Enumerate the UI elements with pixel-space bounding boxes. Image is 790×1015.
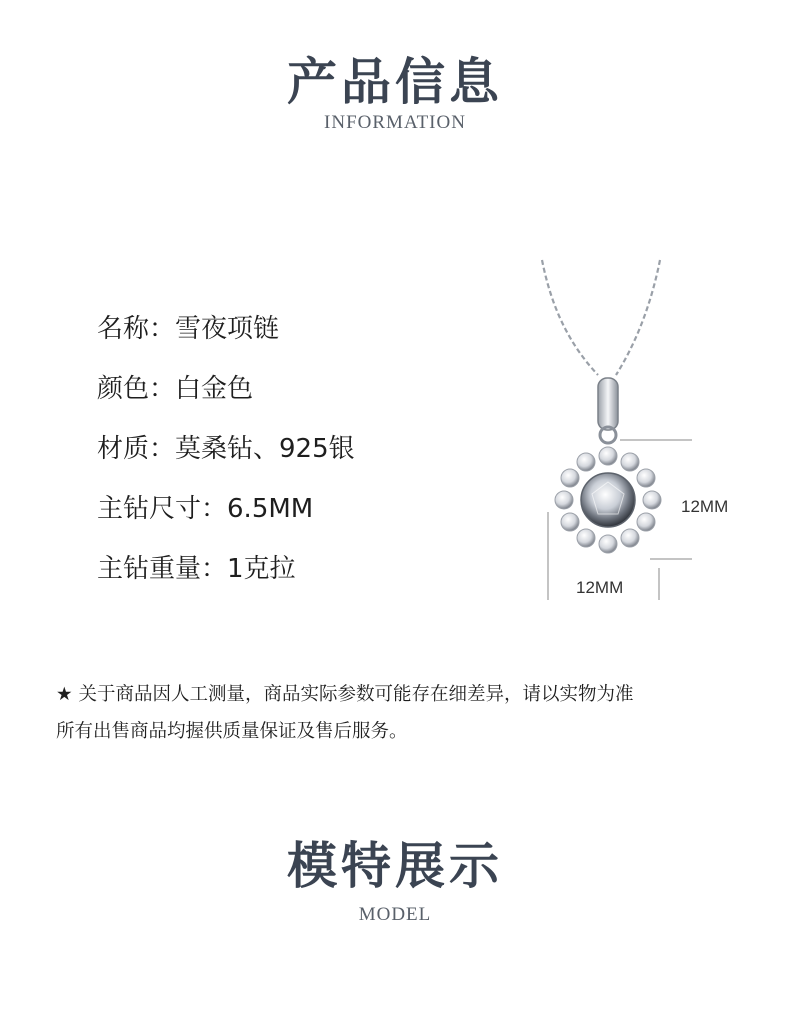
disclaimer-note (56, 676, 766, 750)
spec-label: 主钻重量： (97, 554, 228, 584)
model-subtitle: MODEL (358, 904, 432, 925)
spec-value: 雪夜项链 (175, 314, 280, 344)
height-dimension-label: 12MM (681, 497, 729, 516)
bail (598, 378, 618, 430)
chain (542, 260, 660, 375)
spec-value: 白金色 (175, 374, 254, 404)
spec-stone-size (97, 488, 313, 525)
width-dimension-label: 12MM (576, 578, 624, 597)
model-title: 模特展示 (287, 837, 503, 895)
halo (555, 447, 661, 553)
info-title: 产品信息 (287, 53, 503, 111)
spec-value: 6.5MM (227, 494, 314, 524)
spec-stone-weight (97, 548, 296, 585)
note-line-2: 所有出售商品均握供质量保证及售后服务。 (56, 721, 408, 742)
spec-label: 颜色： (97, 374, 176, 404)
note-line-1: ★ 关于商品因人工测量，商品实际参数可能存在细差异，请以实物为准 (56, 684, 634, 705)
spec-color (97, 368, 253, 405)
info-subtitle: INFORMATION (324, 112, 466, 133)
spec-label: 主钻尺寸： (97, 494, 228, 524)
spec-value: 莫桑钻、925银 (175, 434, 355, 464)
spec-label: 材质： (97, 434, 176, 464)
spec-material (97, 428, 355, 465)
spec-name (97, 308, 279, 345)
spec-label: 名称： (97, 314, 176, 344)
spec-value: 1克拉 (227, 554, 296, 584)
necklace-image (520, 250, 760, 610)
